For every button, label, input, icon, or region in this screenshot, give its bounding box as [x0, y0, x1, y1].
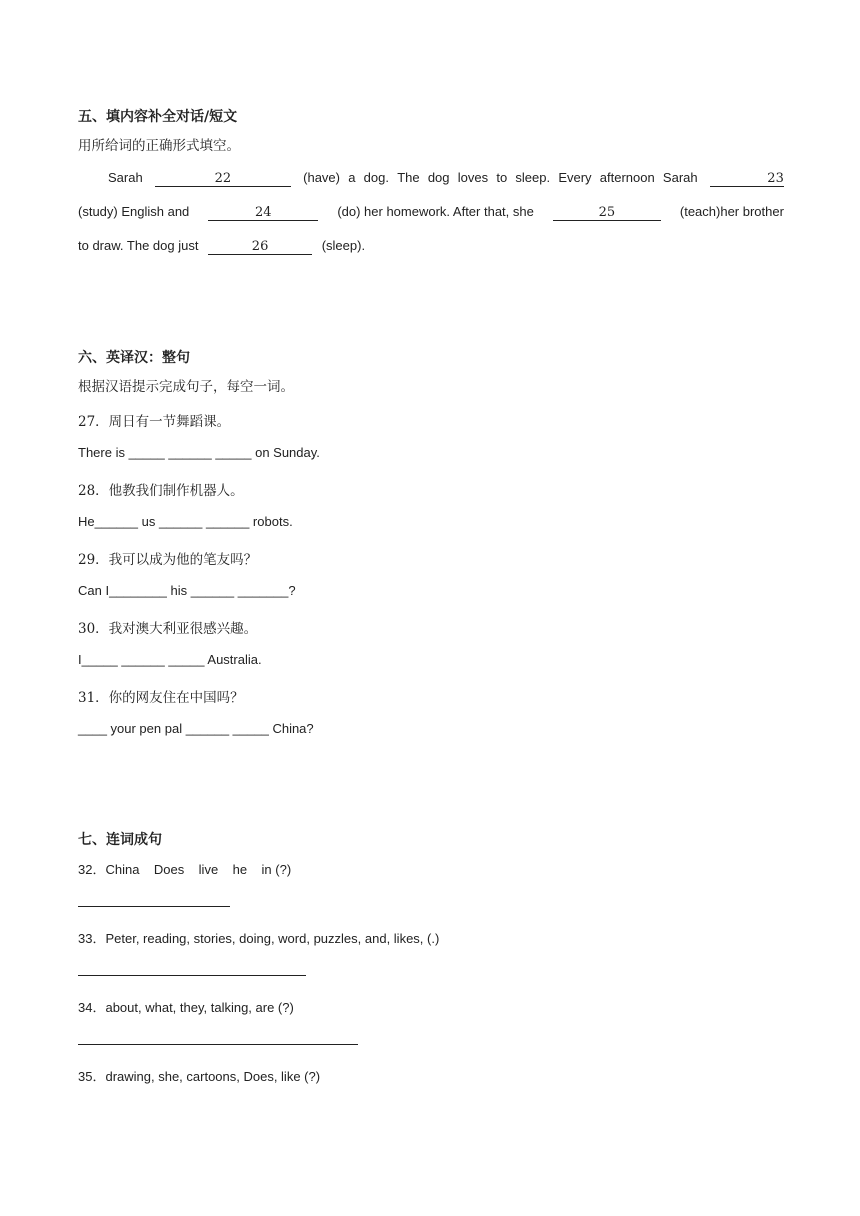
passage-word: sleep. [515, 170, 551, 185]
passage-word: (have) [303, 170, 340, 185]
passage-line-2 [78, 204, 784, 221]
question-28-sentence: He______ us ______ ______ robots. [78, 514, 293, 529]
passage-word: Sarah [108, 170, 143, 185]
answer-line-32[interactable] [78, 906, 230, 907]
passage-word: Every [558, 170, 592, 185]
passage-text: (study) English and [78, 204, 190, 219]
section-5-instruction: 用所给词的正确形式填空。 [78, 138, 240, 154]
passage-text: (sleep). [321, 238, 366, 253]
passage-word: Sarah [662, 170, 698, 185]
passage-word: dog [427, 170, 450, 185]
passage-line-3 [78, 238, 365, 255]
question-30-sentence: I_____ ______ _____ Australia. [78, 652, 262, 667]
passage-word: loves [457, 170, 489, 185]
question-29-prompt: 29．我可以成为他的笔友吗？ [78, 552, 258, 568]
question-31-prompt: 31．你的网友住在中国吗？ [78, 690, 244, 706]
blank-22[interactable]: 22 [155, 172, 291, 187]
blank-26[interactable]: 26 [208, 240, 312, 255]
passage-line-1 [108, 170, 784, 187]
question-29-sentence: Can I________ his ______ _______? [78, 583, 296, 598]
blank-24[interactable]: 24 [208, 206, 318, 221]
blank-23[interactable]: 23 [710, 172, 784, 187]
passage-text: (teach)her brother [679, 204, 784, 219]
passage-word: a [348, 170, 356, 185]
question-32: 32．China Does live he in (?) [78, 862, 292, 877]
passage-text: to draw. The dog just [78, 238, 199, 253]
blank-25[interactable]: 25 [553, 206, 661, 221]
question-28-prompt: 28．他教我们制作机器人。 [78, 483, 244, 499]
section-7-heading: 七、连词成句 [78, 832, 162, 848]
question-34: 34．about, what, they, talking, are (?) [78, 1000, 294, 1015]
question-27-prompt: 27．周日有一节舞蹈课。 [78, 414, 231, 430]
section-6-instruction: 根据汉语提示完成句子，每空一词。 [78, 379, 294, 395]
passage-word: The [397, 170, 420, 185]
question-27-sentence: There is _____ ______ _____ on Sunday. [78, 445, 320, 460]
question-30-prompt: 30．我对澳大利亚很感兴趣。 [78, 621, 258, 637]
section-6-heading: 六、英译汉：整句 [78, 350, 190, 366]
question-31-sentence: ____ your pen pal ______ _____ China? [78, 721, 314, 736]
answer-line-34[interactable] [78, 1044, 358, 1045]
question-33: 33．Peter, reading, stories, doing, word, puzzles, and, likes, (.) [78, 931, 440, 946]
question-35: 35．drawing, she, cartoons, Does, like (?) [78, 1069, 321, 1084]
passage-word: dog. [363, 170, 389, 185]
answer-line-33[interactable] [78, 975, 306, 976]
passage-text: (do) her homework. After that, she [337, 204, 534, 219]
section-5-heading: 五、填内容补全对话/短文 [78, 109, 238, 125]
passage-word: afternoon [599, 170, 655, 185]
passage-word: to [496, 170, 508, 185]
